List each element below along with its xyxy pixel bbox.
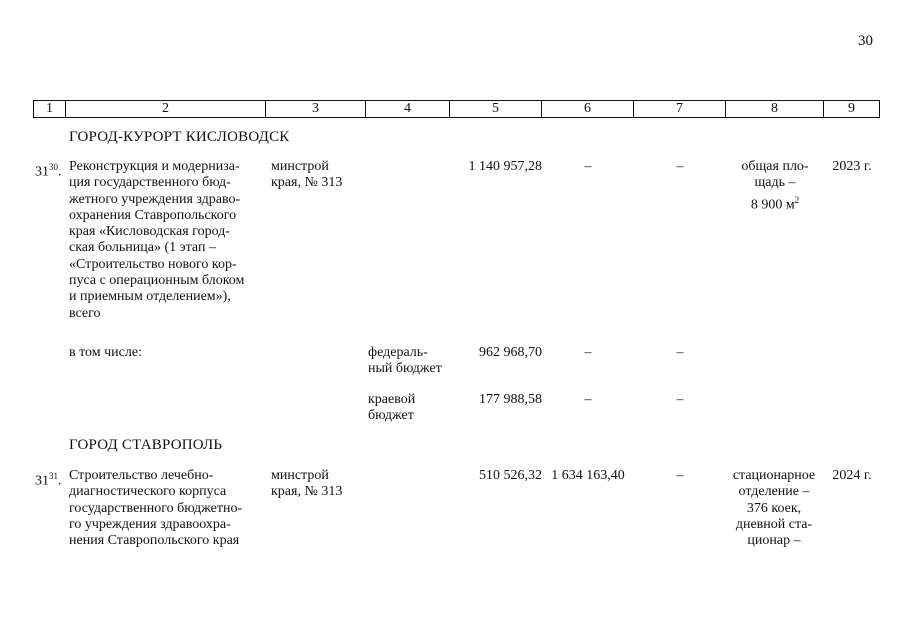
column-number: 6 xyxy=(542,101,634,118)
amount-total: 1 140 957,28 xyxy=(468,159,542,174)
amount-col7: – xyxy=(676,392,684,407)
amount-col7: – xyxy=(676,159,684,174)
customer: минстрой края, № 313 xyxy=(271,468,343,500)
row-number: $31^{30}$. xyxy=(35,162,62,180)
amount-col6: – xyxy=(584,345,592,360)
amount-col7: – xyxy=(676,345,684,360)
column-number: 2 xyxy=(66,101,266,118)
section-title: ГОРОД-КУРОРТ КИСЛОВОДСК xyxy=(69,129,290,145)
column-number: 9 xyxy=(824,101,880,118)
column-number: 1 xyxy=(34,101,66,118)
year: 2024 г. xyxy=(832,468,872,483)
column-number: 7 xyxy=(634,101,726,118)
object-description: Строительство лечебно- диагностического корпуса государственного бюджетно- го учреждения здравоохра- нения Ставропольского края xyxy=(69,468,243,549)
capacity: стационарное отделение – 376 коек, дневной ста- ционар – xyxy=(732,468,816,549)
capacity: общая пло- щадь – 8 900 $м^2$ xyxy=(741,159,809,213)
column-number: 4 xyxy=(366,101,450,118)
row-number: $31^{31}$. xyxy=(35,471,62,489)
column-number: 8 xyxy=(726,101,824,118)
amount-col6: – xyxy=(584,159,592,174)
column-header-row xyxy=(33,100,880,118)
amount-total: 510 526,32 xyxy=(479,468,542,483)
funding-source: краевой бюджет xyxy=(368,392,416,424)
funding-source: федераль- ный бюджет xyxy=(368,345,442,377)
amount-total: 177 988,58 xyxy=(479,392,542,407)
amount-col6: – xyxy=(584,392,592,407)
column-number: 5 xyxy=(450,101,542,118)
year: 2023 г. xyxy=(832,159,872,174)
page-number: 30 xyxy=(858,33,873,49)
amount-col7: – xyxy=(676,468,684,483)
object-description: Реконструкция и модерниза- ция государственного бюд- жетного учреждения здраво- охранения Ставропольского края «Кисловодская город- ская больница» (1 этап – «Строительство нового кор- пуса с операционным блоком и приемным отделением»), всего xyxy=(69,159,245,321)
amount-col6: 1 634 163,40 xyxy=(551,468,625,483)
section-title: ГОРОД СТАВРОПОЛЬ xyxy=(69,437,223,453)
amount-total: 962 968,70 xyxy=(479,345,542,360)
including-label: в том числе: xyxy=(69,345,142,360)
customer: минстрой края, № 313 xyxy=(271,159,343,191)
column-number: 3 xyxy=(266,101,366,118)
